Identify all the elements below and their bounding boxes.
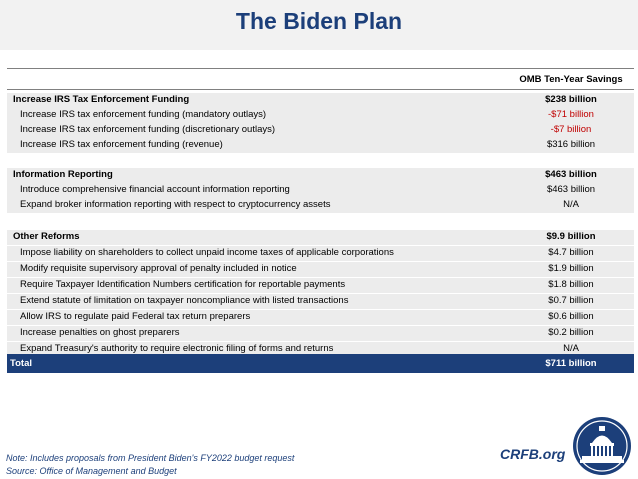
- header-rule: [7, 89, 634, 90]
- source-text: Source: Office of Management and Budget: [6, 466, 177, 476]
- row-label: Introduce comprehensive financial account information reporting: [20, 184, 290, 195]
- total-value: $711 billion: [545, 358, 597, 369]
- section-label: Increase IRS Tax Enforcement Funding: [13, 94, 190, 105]
- footnote: [6, 452, 294, 478]
- row-value: -$7 billion: [550, 124, 592, 135]
- row-value: $463 billion: [546, 184, 596, 195]
- row-label: Allow IRS to regulate paid Federal tax return preparers: [20, 311, 251, 322]
- total-label: Total: [10, 358, 32, 369]
- section-value: $238 billion: [545, 94, 597, 105]
- row-value: $4.7 billion: [548, 247, 594, 258]
- row-label: Increase IRS tax enforcement funding (discretionary outlays): [20, 124, 276, 135]
- column-header: OMB Ten-Year Savings: [519, 74, 623, 85]
- section-row-other-reforms: [7, 230, 634, 245]
- row-label: Increase IRS tax enforcement funding (mandatory outlays): [20, 109, 267, 120]
- row-value: N/A: [563, 343, 579, 354]
- row-value: -$71 billion: [548, 109, 594, 120]
- row-value: $0.7 billion: [548, 295, 594, 306]
- table-row: [7, 183, 634, 198]
- total-row: [7, 354, 634, 373]
- section-value: $9.9 billion: [546, 231, 596, 242]
- row-label: Increase penalties on ghost preparers: [20, 327, 180, 338]
- row-value: $1.9 billion: [548, 263, 594, 274]
- table-row: [7, 278, 634, 293]
- row-label: Require Taxpayer Identification Numbers certification for reportable payments: [20, 279, 346, 290]
- table-row: [7, 198, 634, 213]
- table-row: [7, 246, 634, 261]
- note-text: Note: Includes proposals from President Biden's FY2022 budget request: [6, 453, 295, 463]
- brand-link[interactable]: CRFB.org: [500, 446, 566, 462]
- row-label: Expand Treasury's authority to require electronic filing of forms and returns: [20, 343, 334, 354]
- table-row: [7, 310, 634, 325]
- table-top-rule: [7, 68, 634, 69]
- section-row-irs-enforcement: [7, 93, 634, 108]
- row-label: Expand broker information reporting with respect to cryptocurrency assets: [20, 199, 331, 210]
- table-row: [7, 326, 634, 341]
- table-row: [7, 294, 634, 309]
- row-value: $1.8 billion: [548, 279, 594, 290]
- row-value: N/A: [563, 199, 579, 210]
- row-label: Increase IRS tax enforcement funding (revenue): [20, 139, 223, 150]
- row-label: Modify requisite supervisory approval of penalty included in notice: [20, 263, 297, 274]
- table-row: [7, 262, 634, 277]
- row-label: Impose liability on shareholders to collect unpaid income taxes of applicable corporations: [20, 247, 394, 258]
- table-row: [7, 108, 634, 123]
- row-value: $0.6 billion: [548, 311, 594, 322]
- section-row-information-reporting: [7, 168, 634, 183]
- table-row: [7, 123, 634, 138]
- slide-title: The Biden Plan: [235, 8, 403, 34]
- section-label: Other Reforms: [13, 231, 80, 242]
- row-value: $0.2 billion: [548, 327, 594, 338]
- capitol-seal-icon: [572, 416, 632, 476]
- section-label: Information Reporting: [13, 169, 113, 180]
- row-label: Extend statute of limitation on taxpayer noncompliance with listed transactions: [20, 295, 349, 306]
- row-value: $316 billion: [546, 139, 596, 150]
- table-row: [7, 138, 634, 153]
- section-value: $463 billion: [545, 169, 597, 180]
